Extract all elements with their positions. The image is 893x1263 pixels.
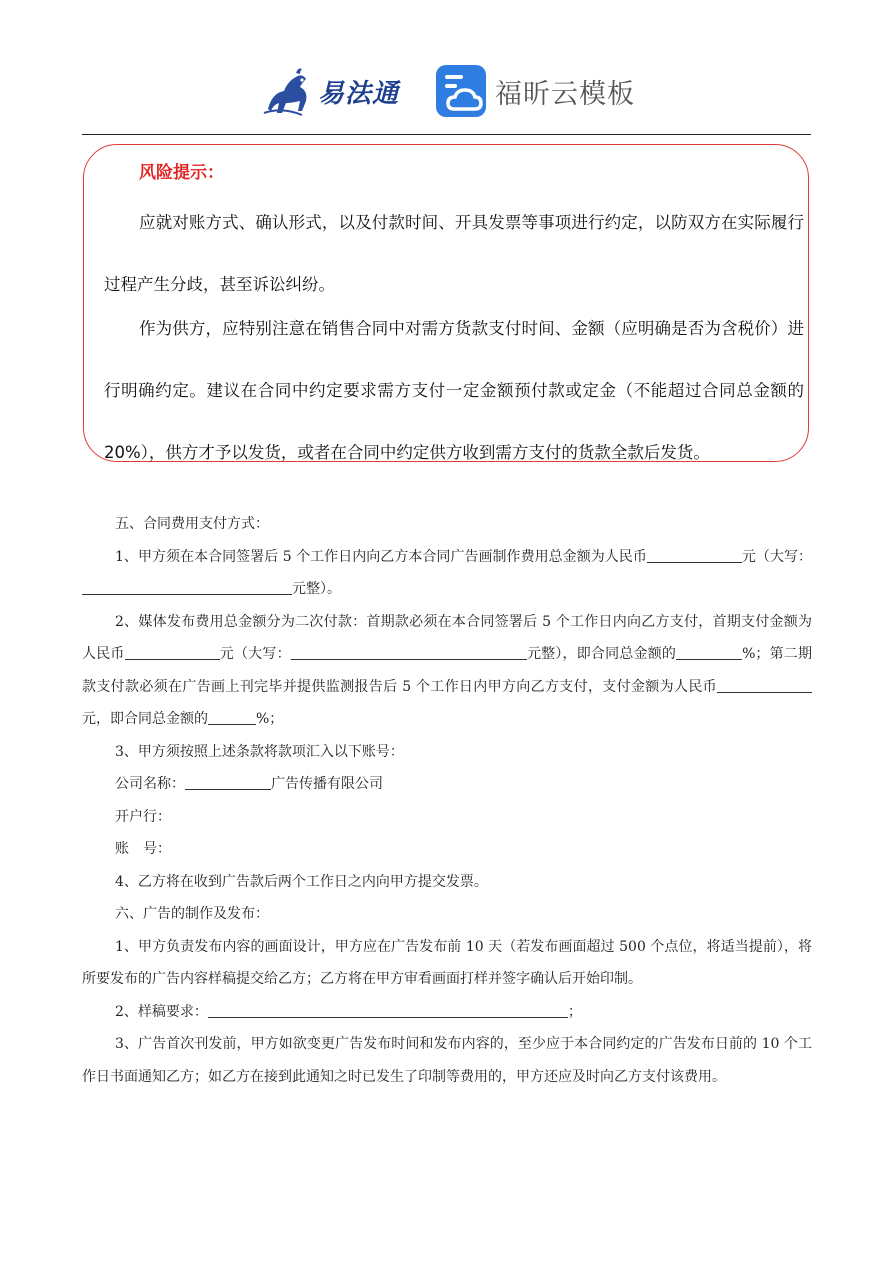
section-5-title: 五、合同费用支付方式： <box>115 516 269 532</box>
blank-field[interactable] <box>208 1001 568 1018</box>
logo2-text: 福昕云模板 <box>495 79 635 110</box>
clause-5-1: 1、甲方须在本合同签署后 5 个工作日内向乙方本合同广告画制作费用总金额为人民币 元（大写：元整）。 <box>82 541 812 606</box>
clause-6-3: 3、广告首次刊发前，甲方如欲变更广告发布时间和发布内容的，至少应于本合同约定的广告发布日前的 10 个工作日书面通知乙方；如乙方在接到此通知之时已发生了印制等费用的，甲方还应及时向乙方支付该费用。 <box>82 1036 812 1085</box>
risk-paragraph-2: 作为供方，应特别注意在销售合同中对需方货款支付时间、金额（应明确是否为含税价）进行明确约定。建议在合同中约定要求需方支付一定金额预付款或定金（不能超过合同总金额的 20%），供方才予以发货，或者在合同中约定供方收到需方支付的货款全款后发货。 <box>104 319 804 462</box>
blank-field[interactable] <box>208 708 256 725</box>
contract-body <box>82 508 812 1093</box>
risk-title: 风险提示： <box>139 163 224 183</box>
company-name-line: 公司名称： 广告传播有限公司 <box>82 768 812 801</box>
clause-6-1: 1、甲方负责发布内容的画面设计，甲方应在广告发布前 10 天（若发布画面超过 500 个点位，将适当提前），将所要发布的广告内容样稿提交给乙方；乙方将在甲方审看画面打样并签字确认后开始印制。 <box>82 938 812 987</box>
header-divider <box>82 134 811 135</box>
blank-field[interactable] <box>676 643 742 660</box>
blank-field[interactable] <box>647 546 742 563</box>
blank-field[interactable] <box>125 643 220 660</box>
section-6-title: 六、广告的制作及发布： <box>115 906 269 922</box>
clause-5-3: 3、甲方须按照上述条款将款项汇入以下账号： <box>115 743 404 760</box>
account-line: 账 号： <box>115 841 171 857</box>
page-header <box>0 55 893 125</box>
qilin-icon <box>262 63 318 119</box>
bank-line: 开户行： <box>115 808 171 825</box>
cloud-template-icon <box>436 65 486 117</box>
blank-field[interactable] <box>291 643 527 660</box>
logo1-text: 易法通 <box>318 79 400 109</box>
yifatong-logo <box>262 63 412 119</box>
risk-paragraph-1: 应就对账方式、确认形式，以及付款时间、开具发票等事项进行约定，以防双方在实际履行过程产生分歧，甚至诉讼纠纷。 <box>104 213 804 294</box>
clause-5-2: 2、媒体发布费用总金额分为二次付款：首期款必须在本合同签署后 5 个工作日内向乙方支付，首期支付金额为人民币 元（大写： 元整），即合同总金额的 %；第二期款支付款必须在广告画上刊完毕并提供监测报告后 5 个工作日内甲方向乙方支付，支付金额为人民币元，即合同总金额的 %； <box>82 613 812 727</box>
blank-field[interactable] <box>82 578 292 595</box>
blank-field[interactable] <box>185 773 271 790</box>
clause-6-2: 2、样稿要求： ； <box>82 996 812 1029</box>
clause-5-4: 4、乙方将在收到广告款后两个工作日之内向甲方提交发票。 <box>115 873 488 890</box>
blank-field[interactable] <box>717 676 812 693</box>
